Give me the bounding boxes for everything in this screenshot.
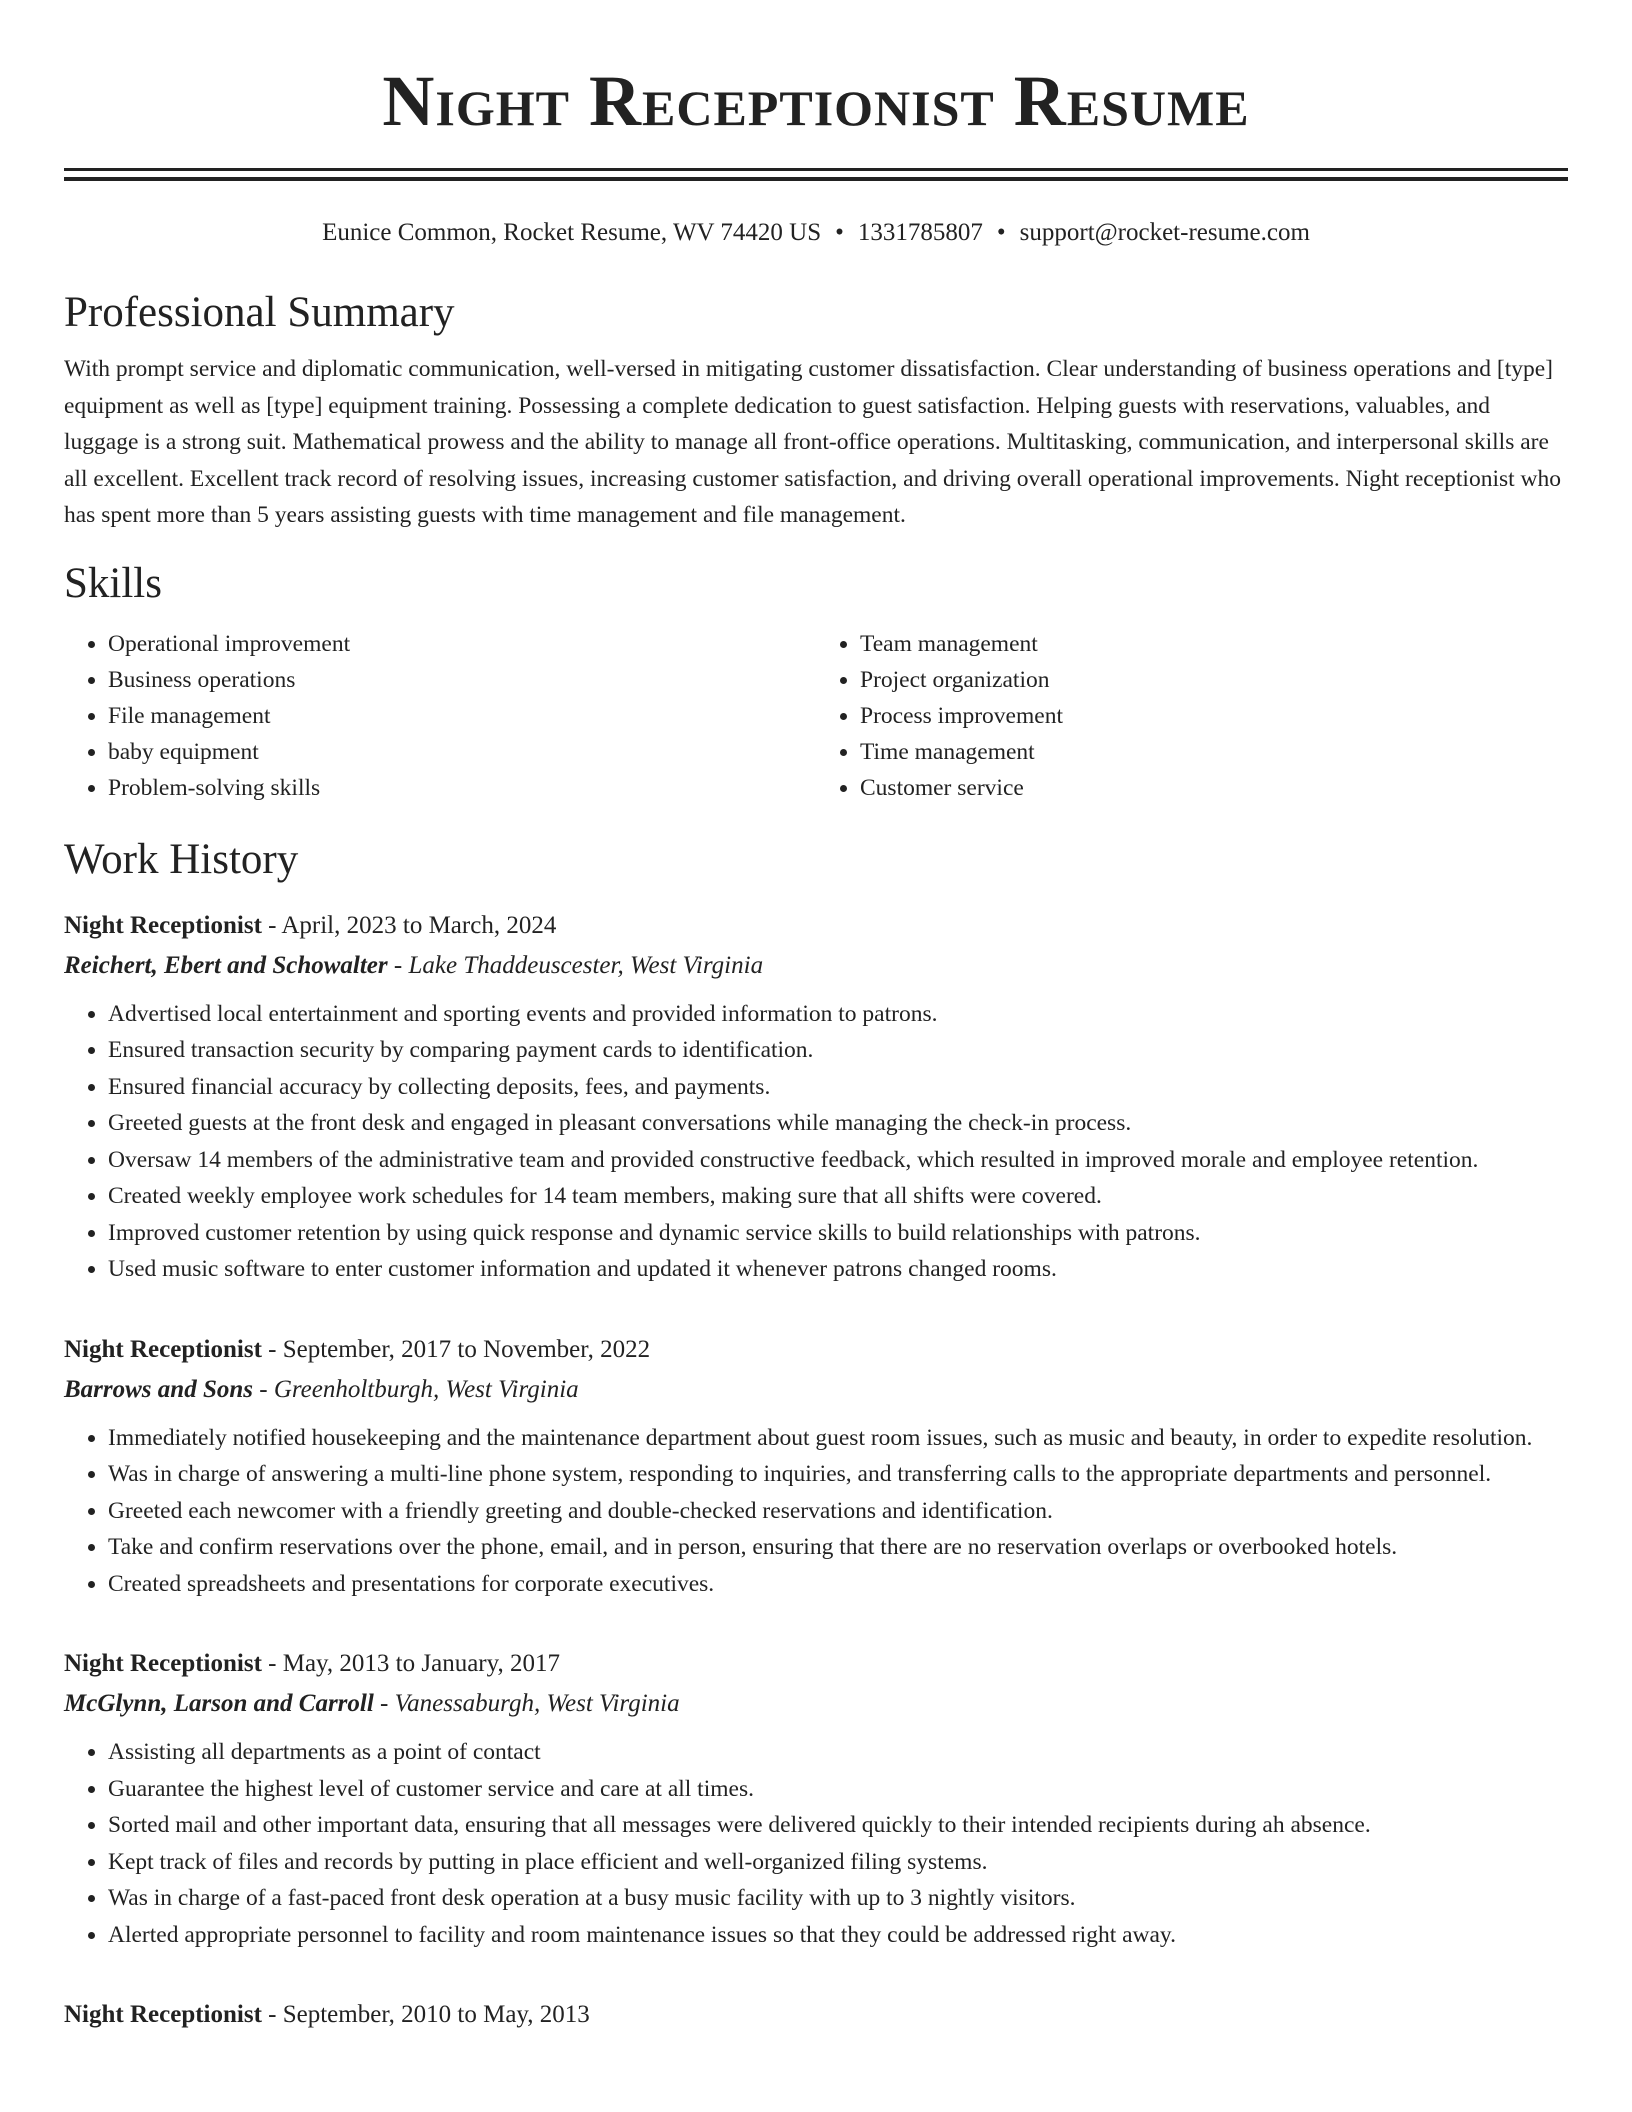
company-location: Vanessaburgh, West Virginia — [394, 1690, 680, 1717]
job-bullet: • Alerted appropriate personnel to facility and room maintenance issues so that they could be addressed right away. — [108, 1917, 1568, 1954]
job-dash: - — [261, 1335, 283, 1363]
company-line — [64, 1370, 1568, 1410]
job-dates: May, 2013 to January, 2017 — [282, 1650, 561, 1677]
skills-list-left — [64, 626, 816, 806]
job-entry — [64, 1330, 1568, 1603]
skill-item: • Customer service — [860, 770, 1568, 806]
job-bullet: • Created weekly employee work schedules for 14 team members, making sure that all shifts were covered. — [108, 1178, 1568, 1215]
company-line — [64, 1684, 1568, 1724]
skill-item: • Business operations — [108, 662, 816, 698]
company-location: Lake Thaddeuscester, West Virginia — [408, 951, 764, 979]
job-title: Night Receptionist — [64, 1335, 262, 1363]
job-title-line — [64, 1330, 1568, 1370]
contact-separator: • — [835, 219, 844, 246]
job-bullet: • Assisting all departments as a point of contact — [108, 1734, 1568, 1771]
summary-heading: Professional Summary — [64, 289, 455, 336]
job-bullet: • Greeted guests at the front desk and engaged in pleasant conversations while managing the check-in process. — [108, 1105, 1568, 1142]
skill-item: • Process improvement — [860, 698, 1568, 734]
skill-item: • File management — [108, 698, 816, 734]
job-bullet: • Ensured transaction security by comparing payment cards to identification. — [108, 1032, 1568, 1069]
work-history-heading: Work History — [64, 835, 299, 883]
job-dates: April, 2023 to March, 2024 — [281, 911, 557, 939]
job-title: Night Receptionist — [64, 911, 262, 939]
contact-line — [64, 217, 1568, 249]
job-dates: September, 2017 to November, 2022 — [282, 1335, 651, 1363]
job-bullet: • Improved customer retention by using quick response and dynamic service skills to build relationships with patrons. — [108, 1215, 1568, 1252]
job-dates: September, 2010 to May, 2013 — [282, 2001, 590, 2028]
job-bullet: • Ensured financial accuracy by collecting deposits, fees, and payments. — [108, 1069, 1568, 1106]
company-location: Greenholtburgh, West Virginia — [273, 1375, 579, 1403]
job-bullet: • Was in charge of a fast-paced front desk operation at a busy music facility with up to 3 nightly visitors. — [108, 1880, 1568, 1917]
job-bullet: • Used music software to enter customer information and updated it whenever patrons changed rooms. — [108, 1251, 1568, 1288]
title-rule-top — [64, 168, 1568, 171]
company-dash: - — [252, 1375, 274, 1403]
company-dash: - — [373, 1690, 395, 1717]
job-title: Night Receptionist — [64, 2001, 262, 2028]
job-bullet: • Oversaw 14 members of the administrative team and provided constructive feedback, which resulted in improved morale and employee retention. — [108, 1142, 1568, 1179]
contact-phone: 1331785807 — [857, 219, 983, 246]
contact-separator: • — [996, 219, 1006, 246]
job-bullet: • Advertised local entertainment and sporting events and provided information to patrons. — [108, 996, 1568, 1033]
job-entry — [64, 1644, 1568, 1953]
job-title-line — [64, 1995, 1568, 2035]
job-bullet: • Was in charge of answering a multi-line phone system, responding to inquiries, and transferring calls to the appropriate departments and personnel. — [108, 1456, 1568, 1493]
company-name: Barrows and Sons — [64, 1375, 253, 1403]
job-bullets — [64, 996, 1568, 1288]
job-bullet: • Immediately notified housekeeping and the maintenance department about guest room issues, such as music and beauty, in order to expedite resolution. — [108, 1420, 1568, 1457]
job-dash: - — [261, 911, 282, 939]
job-dash: - — [261, 2001, 283, 2028]
job-bullet: • Created spreadsheets and presentations for corporate executives. — [108, 1566, 1568, 1603]
job-bullet: • Greeted each newcomer with a friendly greeting and double-checked reservations and identification. — [108, 1493, 1568, 1530]
job-bullets — [64, 1734, 1568, 1953]
company-dash: - — [387, 951, 409, 979]
job-entry — [64, 906, 1568, 1288]
summary-text: With prompt service and diplomatic communication, well-versed in mitigating customer dissatisfaction. Clear understanding of business operations and [type] equipment as well as [type] equipment training. Possessing a complete dedication to guest satisfaction. Helping guests with reservations, valuables, and luggage is a strong suit. Mathematical prowess and the ability to manage all front-office operations. Multitasking, communication, and interpersonal skills are all excellent. Excellent track record of resolving issues, increasing customer satisfaction, and driving overall operational improvements. Night receptionist who has spent more than 5 years assisting guests with time management and file management. — [64, 356, 1562, 528]
title-rule-bottom — [64, 177, 1568, 181]
job-title-line — [64, 906, 1568, 946]
job-entry — [64, 1995, 1568, 2035]
job-dash: - — [261, 1650, 283, 1677]
job-bullet: • Sorted mail and other important data, ensuring that all messages were delivered quickly to their intended recipients during ah absence. — [108, 1807, 1568, 1844]
skill-item: • Problem-solving skills — [108, 770, 816, 806]
company-name: McGlynn, Larson and Carroll — [64, 1690, 374, 1717]
job-bullet: • Take and confirm reservations over the phone, email, and in person, ensuring that there are no reservation overlaps or overbooked hotels. — [108, 1529, 1568, 1566]
job-bullet: • Guarantee the highest level of customer service and care at all times. — [108, 1771, 1568, 1808]
job-bullet: • Kept track of files and records by putting in place efficient and well-organized filing systems. — [108, 1844, 1568, 1881]
resume-title: Night Receptionist Resume — [382, 61, 1250, 141]
contact-email: support@rocket-resume.com — [1019, 219, 1310, 246]
skills-heading: Skills — [64, 559, 162, 607]
skill-item: • baby equipment — [108, 734, 816, 770]
skill-item: • Operational improvement — [108, 626, 816, 662]
skill-item: • Project organization — [860, 662, 1568, 698]
skill-item: • Team management — [860, 626, 1568, 662]
skill-item: • Time management — [860, 734, 1568, 770]
job-bullets — [64, 1420, 1568, 1603]
skills-columns — [64, 626, 1568, 806]
skills-list-right — [816, 626, 1568, 806]
job-title: Night Receptionist — [64, 1650, 262, 1677]
job-title-line — [64, 1644, 1568, 1684]
company-name: Reichert, Ebert and Schowalter — [64, 951, 388, 979]
contact-address: Eunice Common, Rocket Resume, WV 74420 US — [322, 219, 822, 246]
company-line — [64, 946, 1568, 986]
